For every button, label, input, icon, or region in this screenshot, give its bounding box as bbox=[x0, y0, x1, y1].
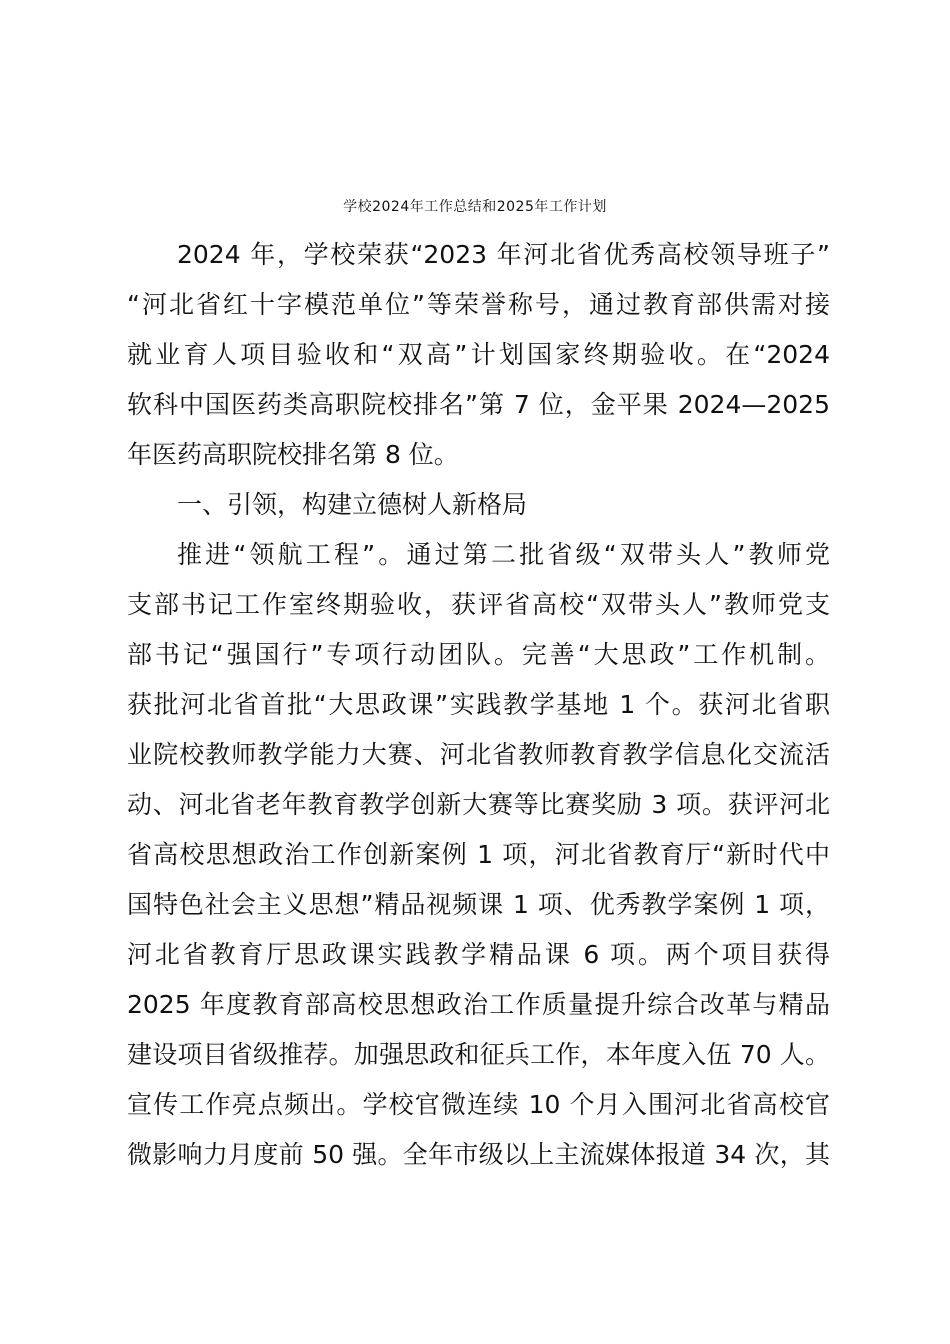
paragraph-line: 宣传工作亮点频出。学校官微连续 10 个月入围河北省高校官 bbox=[127, 1090, 830, 1119]
paragraph-line: 业院校教师教学能力大赛、河北省教师教育教学信息化交流活 bbox=[127, 740, 830, 769]
paragraph-line: 2025 年度教育部高校思想政治工作质量提升综合改革与精品 bbox=[127, 990, 830, 1019]
paragraph-line: 河北省教育厅思政课实践教学精品课 6 项。两个项目获得 bbox=[127, 940, 830, 969]
paragraph-line: 软科中国医药类高职院校排名”第 7 位，金平果 2024—2025 bbox=[127, 390, 830, 419]
paragraph-line: 部书记“强国行”专项行动团队。完善“大思政”工作机制。 bbox=[127, 640, 830, 669]
paragraph-line: 建设项目省级推荐。加强思政和征兵工作，本年度入伍 70 人。 bbox=[127, 1040, 830, 1069]
paragraph-line: 微影响力月度前 50 强。全年市级以上主流媒体报道 34 次，其 bbox=[127, 1140, 830, 1169]
paragraph-line: 省高校思想政治工作创新案例 1 项，河北省教育厅“新时代中 bbox=[127, 840, 830, 869]
paragraph-line: 获批河北省首批“大思政课”实践教学基地 1 个。获河北省职 bbox=[127, 690, 830, 719]
paragraph-line: 就业育人项目验收和“双高”计划国家终期验收。在“2024 bbox=[127, 340, 830, 369]
paragraph-line: 动、河北省老年教育教学创新大赛等比赛奖励 3 项。获评河北 bbox=[127, 790, 830, 819]
paragraph-line: “河北省红十字模范单位”等荣誉称号，通过教育部供需对接 bbox=[127, 290, 830, 319]
paragraph-line: 年医药高职院校排名第 8 位。 bbox=[127, 440, 459, 469]
paragraph-line: 2024 年，学校荣获“2023 年河北省优秀高校领导班子” bbox=[177, 240, 830, 269]
section-heading: 一、引领，构建立德树人新格局 bbox=[177, 490, 528, 519]
paragraph-line: 国特色社会主义思想”精品视频课 1 项、优秀教学案例 1 项， bbox=[127, 890, 830, 919]
document-title: 学校2024年工作总结和2025年工作计划 bbox=[343, 199, 607, 215]
paragraph-line: 推进“领航工程”。通过第二批省级“双带头人”教师党 bbox=[177, 540, 830, 569]
paragraph-line: 支部书记工作室终期验收，获评省高校“双带头人”教师党支 bbox=[127, 590, 830, 619]
